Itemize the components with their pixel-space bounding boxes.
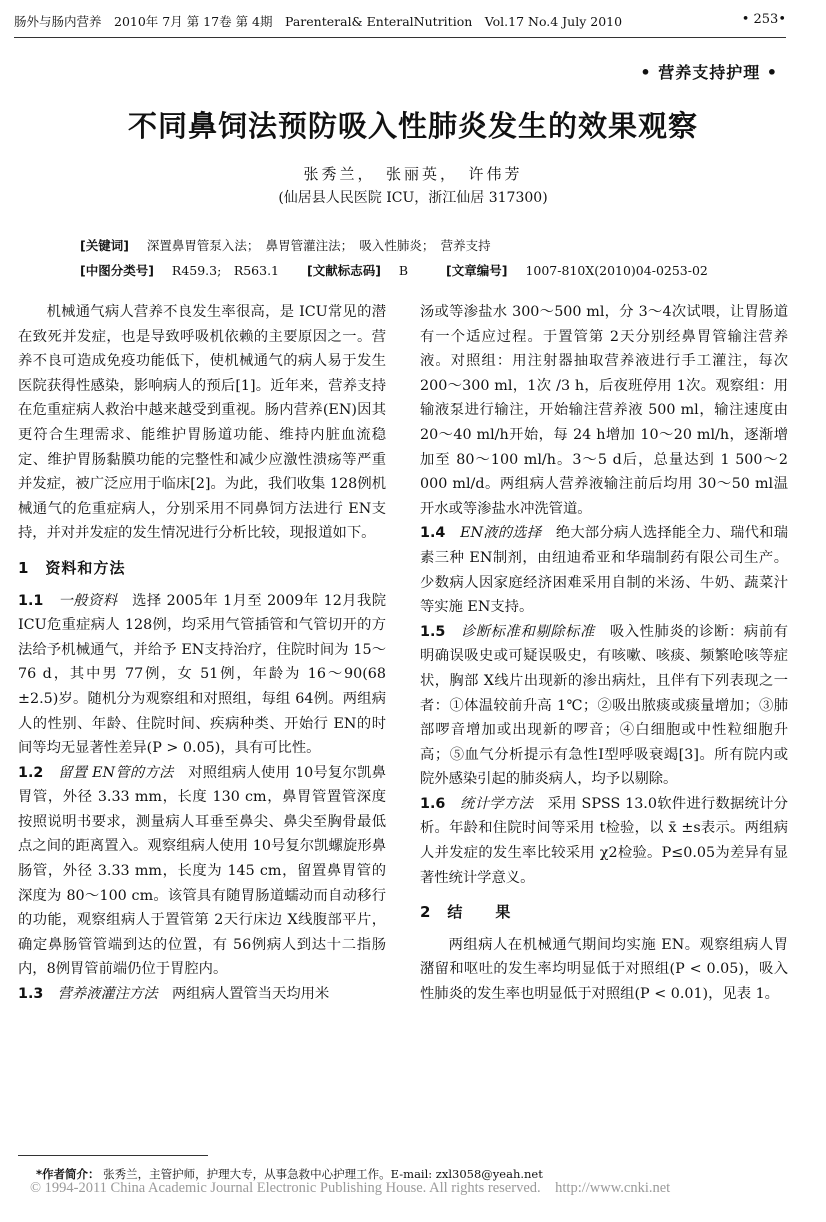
footnote-text: 张秀兰，主管护师，护理大专，从事急救中心护理工作。E-mail: zxl3058@yeah.net [103, 1167, 543, 1181]
subsection-1-2-number: 1.2 [18, 764, 44, 781]
subsection-1-1-title: 一般资料 [58, 592, 118, 609]
subsection-1-6-title: 统计学方法 [460, 795, 534, 812]
subsection-1-1-text: 选择 2005年 1月至 2009年 12月我院 ICU危重症病人 128例，均采用气管插管和气管切开的方法给予机械通气，并给予 EN支持治疗，住院时间为 15～76 d，其中男 77例，女 51例，年龄为 16～90(68 ±2.5)岁。随机分为观察组和对照组，每组 64例。两组病人的性别、年龄、住院时间、疾病种类、开始行 EN的时间等均无显著性差异(P > 0.05)，具有可比性。 [18, 592, 386, 757]
journal-info: 肠外与肠内营养 2010年 7月 第 17卷 第 4期 Parenteral& EnteralNutrition Vol.17 No.4 July 2010 [14, 14, 623, 29]
subsection-1-3-text: 两组病人置管当天均用米 [172, 986, 330, 1003]
subsection-1-6-text: 采用 SPSS 13.0软件进行数据统计分析。年龄和住院时间等采用 t检验，以 x̄ ±s表示。两组病人并发症的发生率比较采用 χ2检验。P≤0.05为差异有显著性统计学意义。 [420, 795, 789, 886]
subsection-1-2 [18, 761, 386, 982]
subsection-1-3-number: 1.3 [18, 986, 44, 1003]
subsection-1-1 [18, 589, 386, 761]
keywords-text: 深置鼻胃管泵入法； 鼻胃管灌注法； 吸入性肺炎； 营养支持 [146, 238, 491, 253]
authors: 张秀兰， 张丽英， 许伟芳 [303, 165, 523, 183]
results-paragraph: 两组病人在机械通气期间均实施 EN。观察组病人胃潴留和呕吐的发生率均明显低于对照组(P < 0.05)，吸入性肺炎的发生率也明显低于对照组(P < 0.01)，见表 1。 [420, 936, 788, 1003]
subsection-1-3-continued: 汤或等渗盐水 300～500 ml，分 3～4次试喂，让胃肠道有一个适应过程。于置管第 2天分别经鼻胃管输注营养液。对照组：用注射器抽取营养液进行手工灌注，每次 200～300 ml，1次 /3 h，后夜班停用 1次。观察组：用输液泵进行输注，开始输注营养液 500 ml，输注速度由 20～40 ml/h开始，每 24 h增加 10～20 ml/h，逐渐增加至 80～100 ml/h。3～5 d后，总量达到 1 500～2 000 ml/d。两组病人营养液输注前后均用 30～50 ml温开水或等渗盐水冲洗管道。 [420, 304, 788, 517]
subsection-1-5 [420, 620, 788, 792]
subsection-1-4-text: 绝大部分病人选择能全力、瑞代和瑞素三种 EN制剂，由纽迪希亚和华瑞制药有限公司生产。少数病人因家庭经济困难采用自制的米汤、牛奶、蔬菜汁等实施 EN支持。 [420, 525, 789, 616]
keywords-label: [关键词] [80, 238, 129, 253]
subsection-1-4 [420, 521, 788, 619]
subsection-1-2-title: 留置 EN管的方法 [58, 764, 174, 781]
page-number: • 253• [741, 12, 786, 27]
clc-label: [中图分类号] [80, 263, 154, 278]
subsection-1-3 [18, 982, 386, 1007]
doc-code-value: B [398, 263, 409, 278]
keywords-line [80, 236, 766, 254]
subsection-1-3-title: 营养液灌注方法 [57, 986, 158, 1003]
article-number-value: 1007-810X(2010)04-0253-02 [525, 263, 708, 278]
subsection-1-1-number: 1.1 [18, 592, 44, 609]
subsection-1-6-number: 1.6 [420, 795, 446, 812]
footnote-rule [18, 1155, 208, 1156]
column-label: • 营养支持护理 • [640, 63, 778, 82]
running-header [14, 12, 786, 36]
subsection-1-5-text: 吸入性肺炎的诊断：病前有明确误吸史或可疑误吸史，有咳嗽、咳痰、频繁呛咳等症状，胸部 X线片出现新的渗出病灶，且伴有下列表现之一者：①体温较前升高 1℃；②吸出脓痰或痰量增加；③肺部啰音增加或出现新的啰音；④白细胞或中性粒细胞升高；⑤血气分析提示有急性Ⅰ型呼吸衰竭[3]。所有院内或院外感染引起的肺炎病人，均予以剔除。 [420, 623, 789, 788]
section-1-heading: 1 资料和方法 [18, 558, 126, 577]
section-2-heading: 2 结 果 [420, 903, 512, 922]
footnote-label: *作者简介： [36, 1167, 100, 1181]
doc-code-label: [文献标志码] [306, 263, 381, 278]
subsection-1-5-number: 1.5 [420, 623, 446, 640]
copyright-watermark: © 1994-2011 China Academic Journal Electronic Publishing House. All rights reserved. http://www.cnki.net [30, 1180, 671, 1196]
classification-line [80, 261, 766, 279]
left-column [18, 300, 386, 1007]
subsection-1-6 [420, 792, 788, 890]
header-rule [14, 37, 786, 38]
right-column [420, 300, 788, 1007]
subsection-1-4-title: EN液的选择 [460, 525, 542, 542]
affiliation: (仙居县人民医院 ICU，浙江仙居 317300) [278, 190, 548, 206]
subsection-1-5-title: 诊断标准和剔除标准 [460, 623, 595, 640]
intro-paragraph: 机械通气病人营养不良发生率很高，是 ICU常见的潜在致死并发症，也是导致呼吸机依赖的主要原因之一。营养不良可造成免疫功能低下，使机械通气的病人易于发生医院获得性感染，影响病人的预后[1]。近年来，营养支持在危重症病人救治中越来越受到重视。肠内营养(EN)因其更符合生理需求、能维护胃肠道功能、维持内脏血流稳定、维护胃肠黏膜功能的完整性和减少应激性溃疡等严重并发症，被广泛应用于临床[2]。为此，我们收集 128例机械通气的危重症病人，分别采用不同鼻饲方法进行 EN支持，并对并发症的发生情况进行分析比较，现报道如下。 [18, 304, 386, 542]
article-title: 不同鼻饲法预防吸入性肺炎发生的效果观察 [127, 109, 698, 143]
subsection-1-2-text: 对照组病人使用 10号复尔凯鼻胃管，外径 3.33 mm，长度 130 cm，鼻胃管置管深度按照说明书要求，测量病人耳垂至鼻尖、鼻尖至胸骨最低点之间的距离置入。观察组病人使用 10号复尔凯螺旋形鼻肠管，外径 3.33 mm，长度为 145 cm，留置鼻胃管的深度为 80～100 cm。该管具有随胃肠道蠕动而自动移行的功能，观察组病人于置管第 2天行床边 X线腹部平片，确定鼻肠管管端到达的位置，有 56例病人到达十二指肠内，8例胃管前端仍位于胃腔内。 [18, 764, 386, 978]
clc-value: R459.3; R563.1 [171, 263, 280, 278]
subsection-1-4-number: 1.4 [420, 525, 446, 542]
article-number-label: [文章编号] [446, 263, 508, 278]
